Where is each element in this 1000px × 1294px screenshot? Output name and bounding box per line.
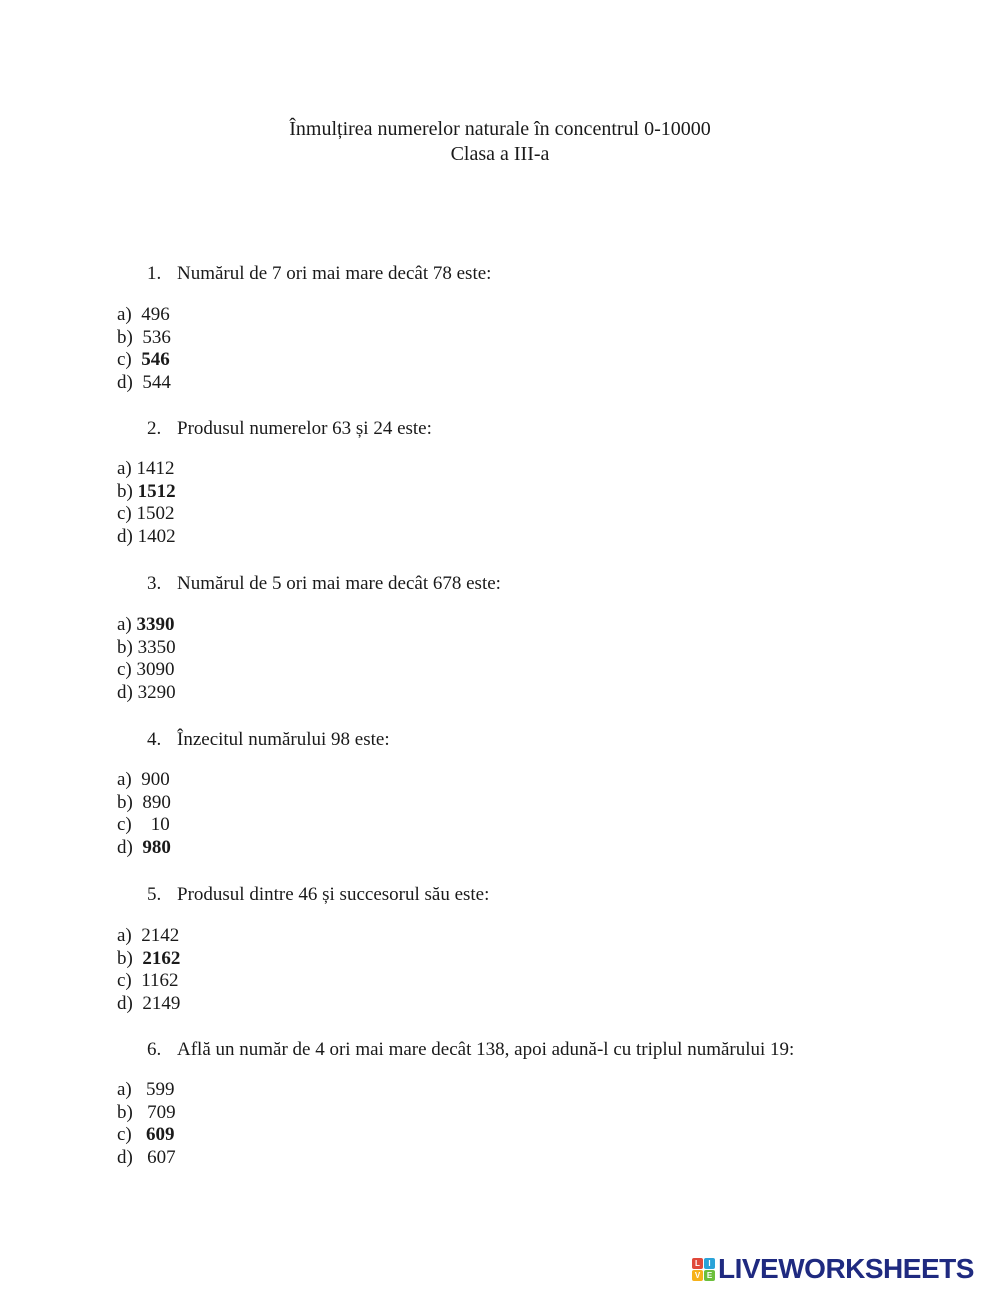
option-a[interactable] bbox=[117, 769, 171, 792]
question-number: 3. bbox=[147, 573, 162, 594]
question-number: 6. bbox=[147, 1039, 162, 1060]
options-question-6 bbox=[117, 1079, 176, 1170]
question-text: Înzecitul numărului 98 este: bbox=[177, 729, 390, 750]
option-letter: a) bbox=[117, 304, 132, 325]
option-d[interactable] bbox=[117, 837, 171, 860]
option-letter: d) bbox=[117, 526, 133, 548]
option-value: 1512 bbox=[137, 480, 176, 502]
question-6 bbox=[147, 1038, 794, 1062]
option-letter: b) bbox=[117, 947, 133, 969]
option-c[interactable] bbox=[117, 349, 171, 372]
option-d[interactable] bbox=[117, 1147, 176, 1170]
option-letter: d) bbox=[117, 1147, 133, 1169]
option-d[interactable] bbox=[117, 993, 180, 1016]
question-1 bbox=[147, 262, 491, 286]
option-letter: c) bbox=[117, 503, 132, 525]
option-b[interactable] bbox=[117, 637, 176, 660]
option-value: 609 bbox=[146, 1124, 175, 1146]
question-5 bbox=[147, 883, 489, 907]
question-3 bbox=[147, 572, 501, 596]
option-value: 2162 bbox=[142, 947, 181, 969]
option-letter: a) bbox=[117, 1079, 132, 1100]
option-d[interactable] bbox=[117, 372, 171, 395]
liveworksheets-logo[interactable] bbox=[692, 1254, 974, 1284]
option-letter: d) bbox=[117, 993, 133, 1015]
liveworksheets-logo-icon bbox=[692, 1258, 715, 1281]
option-letter: b) bbox=[117, 326, 133, 348]
options-question-4 bbox=[117, 769, 171, 860]
logo-mark-letter: E bbox=[704, 1270, 715, 1281]
option-value: 496 bbox=[141, 304, 170, 325]
option-b[interactable] bbox=[117, 327, 171, 350]
option-value: 544 bbox=[142, 372, 171, 394]
option-letter: d) bbox=[117, 682, 133, 704]
question-text: Produsul numerelor 63 și 24 este: bbox=[177, 418, 432, 439]
option-value: 3290 bbox=[137, 682, 176, 704]
option-value: 1412 bbox=[136, 458, 175, 479]
option-letter: c) bbox=[117, 1124, 132, 1146]
question-4 bbox=[147, 728, 390, 752]
option-value: 709 bbox=[147, 1101, 176, 1123]
option-letter: b) bbox=[117, 791, 133, 813]
option-value: 980 bbox=[142, 837, 171, 859]
option-a[interactable] bbox=[117, 614, 176, 637]
option-value: 607 bbox=[147, 1147, 176, 1169]
option-value: 1162 bbox=[141, 970, 179, 992]
option-c[interactable] bbox=[117, 814, 171, 837]
logo-text: LIVEWORKSHEETS bbox=[718, 1253, 974, 1284]
option-a[interactable] bbox=[117, 1079, 176, 1102]
option-c[interactable] bbox=[117, 970, 180, 993]
option-letter: b) bbox=[117, 636, 133, 658]
question-text: Numărul de 5 ori mai mare decât 678 este: bbox=[177, 573, 501, 594]
option-value: 890 bbox=[142, 791, 171, 813]
question-text: Produsul dintre 46 și succesorul său este: bbox=[177, 884, 490, 905]
option-a[interactable] bbox=[117, 304, 171, 327]
option-value: 599 bbox=[146, 1079, 175, 1100]
option-a[interactable] bbox=[117, 925, 180, 948]
option-c[interactable] bbox=[117, 503, 176, 526]
question-number: 2. bbox=[147, 418, 162, 439]
logo-mark-letter: L bbox=[692, 1258, 703, 1269]
logo-mark-letter: I bbox=[704, 1258, 715, 1269]
option-d[interactable] bbox=[117, 526, 176, 549]
options-question-5 bbox=[117, 925, 180, 1016]
question-number: 4. bbox=[147, 729, 162, 750]
option-letter: c) bbox=[117, 349, 132, 371]
option-letter: d) bbox=[117, 837, 133, 859]
options-question-3 bbox=[117, 614, 176, 705]
option-value: 10 bbox=[150, 814, 170, 836]
option-c[interactable] bbox=[117, 659, 176, 682]
option-d[interactable] bbox=[117, 682, 176, 705]
option-value: 3090 bbox=[136, 659, 175, 681]
option-letter: a) bbox=[117, 458, 132, 479]
question-2 bbox=[147, 417, 432, 441]
question-text: Află un număr de 4 ori mai mare decât 138, apoi adună-l cu triplul numărului 19: bbox=[177, 1039, 795, 1060]
question-number: 1. bbox=[147, 263, 162, 284]
option-b[interactable] bbox=[117, 1102, 176, 1125]
option-letter: b) bbox=[117, 1101, 133, 1123]
worksheet-header bbox=[0, 117, 1000, 167]
option-value: 3390 bbox=[136, 614, 175, 635]
option-b[interactable] bbox=[117, 481, 176, 504]
options-question-2 bbox=[117, 458, 176, 549]
option-value: 900 bbox=[141, 769, 170, 790]
option-b[interactable] bbox=[117, 792, 171, 815]
option-letter: a) bbox=[117, 614, 132, 635]
option-letter: b) bbox=[117, 480, 133, 502]
option-c[interactable] bbox=[117, 1124, 176, 1147]
options-question-1 bbox=[117, 304, 171, 395]
question-text: Numărul de 7 ori mai mare decât 78 este: bbox=[177, 263, 492, 284]
option-value: 1502 bbox=[136, 503, 175, 525]
worksheet-title: Înmulțirea numerelor naturale în concentrul 0-10000 bbox=[289, 118, 711, 140]
option-value: 2142 bbox=[141, 925, 180, 946]
option-value: 1402 bbox=[137, 526, 176, 548]
logo-mark-letter: V bbox=[692, 1270, 703, 1281]
option-letter: d) bbox=[117, 372, 133, 394]
option-letter: a) bbox=[117, 769, 132, 790]
option-b[interactable] bbox=[117, 948, 180, 971]
option-letter: c) bbox=[117, 814, 132, 836]
option-letter: a) bbox=[117, 925, 132, 946]
worksheet-subtitle: Clasa a III-a bbox=[450, 143, 550, 165]
option-value: 2149 bbox=[142, 993, 181, 1015]
question-number: 5. bbox=[147, 884, 162, 905]
option-value: 536 bbox=[142, 326, 171, 348]
option-letter: c) bbox=[117, 970, 132, 992]
option-letter: c) bbox=[117, 659, 132, 681]
option-value: 546 bbox=[141, 349, 170, 371]
option-value: 3350 bbox=[137, 636, 176, 658]
option-a[interactable] bbox=[117, 458, 176, 481]
